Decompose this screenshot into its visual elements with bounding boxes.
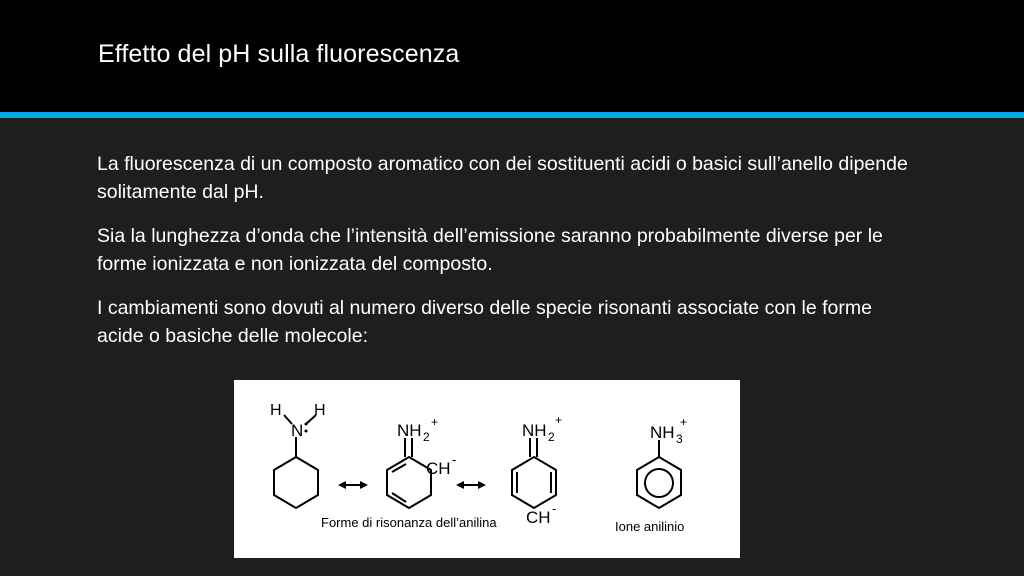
label-ch-b: CH bbox=[526, 508, 551, 527]
label-h-left: H bbox=[270, 402, 282, 419]
label-ch-a: CH bbox=[426, 459, 451, 478]
slide-body bbox=[97, 150, 917, 366]
label-nh2-b-sub: 2 bbox=[548, 430, 555, 444]
slide-title: Effetto del pH sulla fluorescenza bbox=[98, 40, 460, 68]
label-nh3: NH bbox=[650, 423, 675, 442]
label-h-right: H bbox=[314, 402, 326, 419]
paragraph-3: I cambiamenti sono dovuti al numero diverso delle specie risonanti associate con le forme acide o basiche delle molecole: bbox=[97, 297, 872, 347]
label-plus-a: + bbox=[431, 415, 439, 429]
label-n: N bbox=[291, 421, 304, 440]
paragraph-2: Sia la lunghezza d’onda che l’intensità dell’emissione saranno probabilmente diverse per le forme ionizzata e non ionizzata del composto. bbox=[97, 225, 883, 275]
caption-resonance: Forme di risonanza dell’anilina bbox=[321, 515, 497, 530]
label-plus-c: + bbox=[680, 415, 688, 429]
label-nh2-b: NH bbox=[522, 421, 547, 440]
resonance-form-2-structure bbox=[512, 438, 556, 508]
anilinium-structure bbox=[637, 440, 681, 508]
accent-bar bbox=[0, 112, 1024, 118]
structures-drawing bbox=[234, 380, 740, 558]
label-plus-b: + bbox=[555, 413, 563, 427]
title-bar bbox=[0, 0, 1024, 112]
resonance-arrow-2 bbox=[456, 481, 486, 489]
resonance-arrow-1 bbox=[338, 481, 368, 489]
caption-anilinium: Ione anilinio bbox=[615, 519, 685, 534]
label-minus-b: - bbox=[552, 501, 557, 516]
paragraph-1: La fluorescenza di un composto aromatico con dei sostituenti acidi o basici sull’anello dipende solitamente dal pH. bbox=[97, 153, 908, 203]
label-nh3-sub: 3 bbox=[676, 432, 683, 446]
label-nh2-a-sub: 2 bbox=[423, 430, 430, 444]
aniline-resonance-figure bbox=[234, 380, 740, 558]
label-nh2-a: NH bbox=[397, 421, 422, 440]
label-minus-a: - bbox=[452, 452, 457, 467]
resonance-form-1-structure bbox=[387, 438, 431, 508]
